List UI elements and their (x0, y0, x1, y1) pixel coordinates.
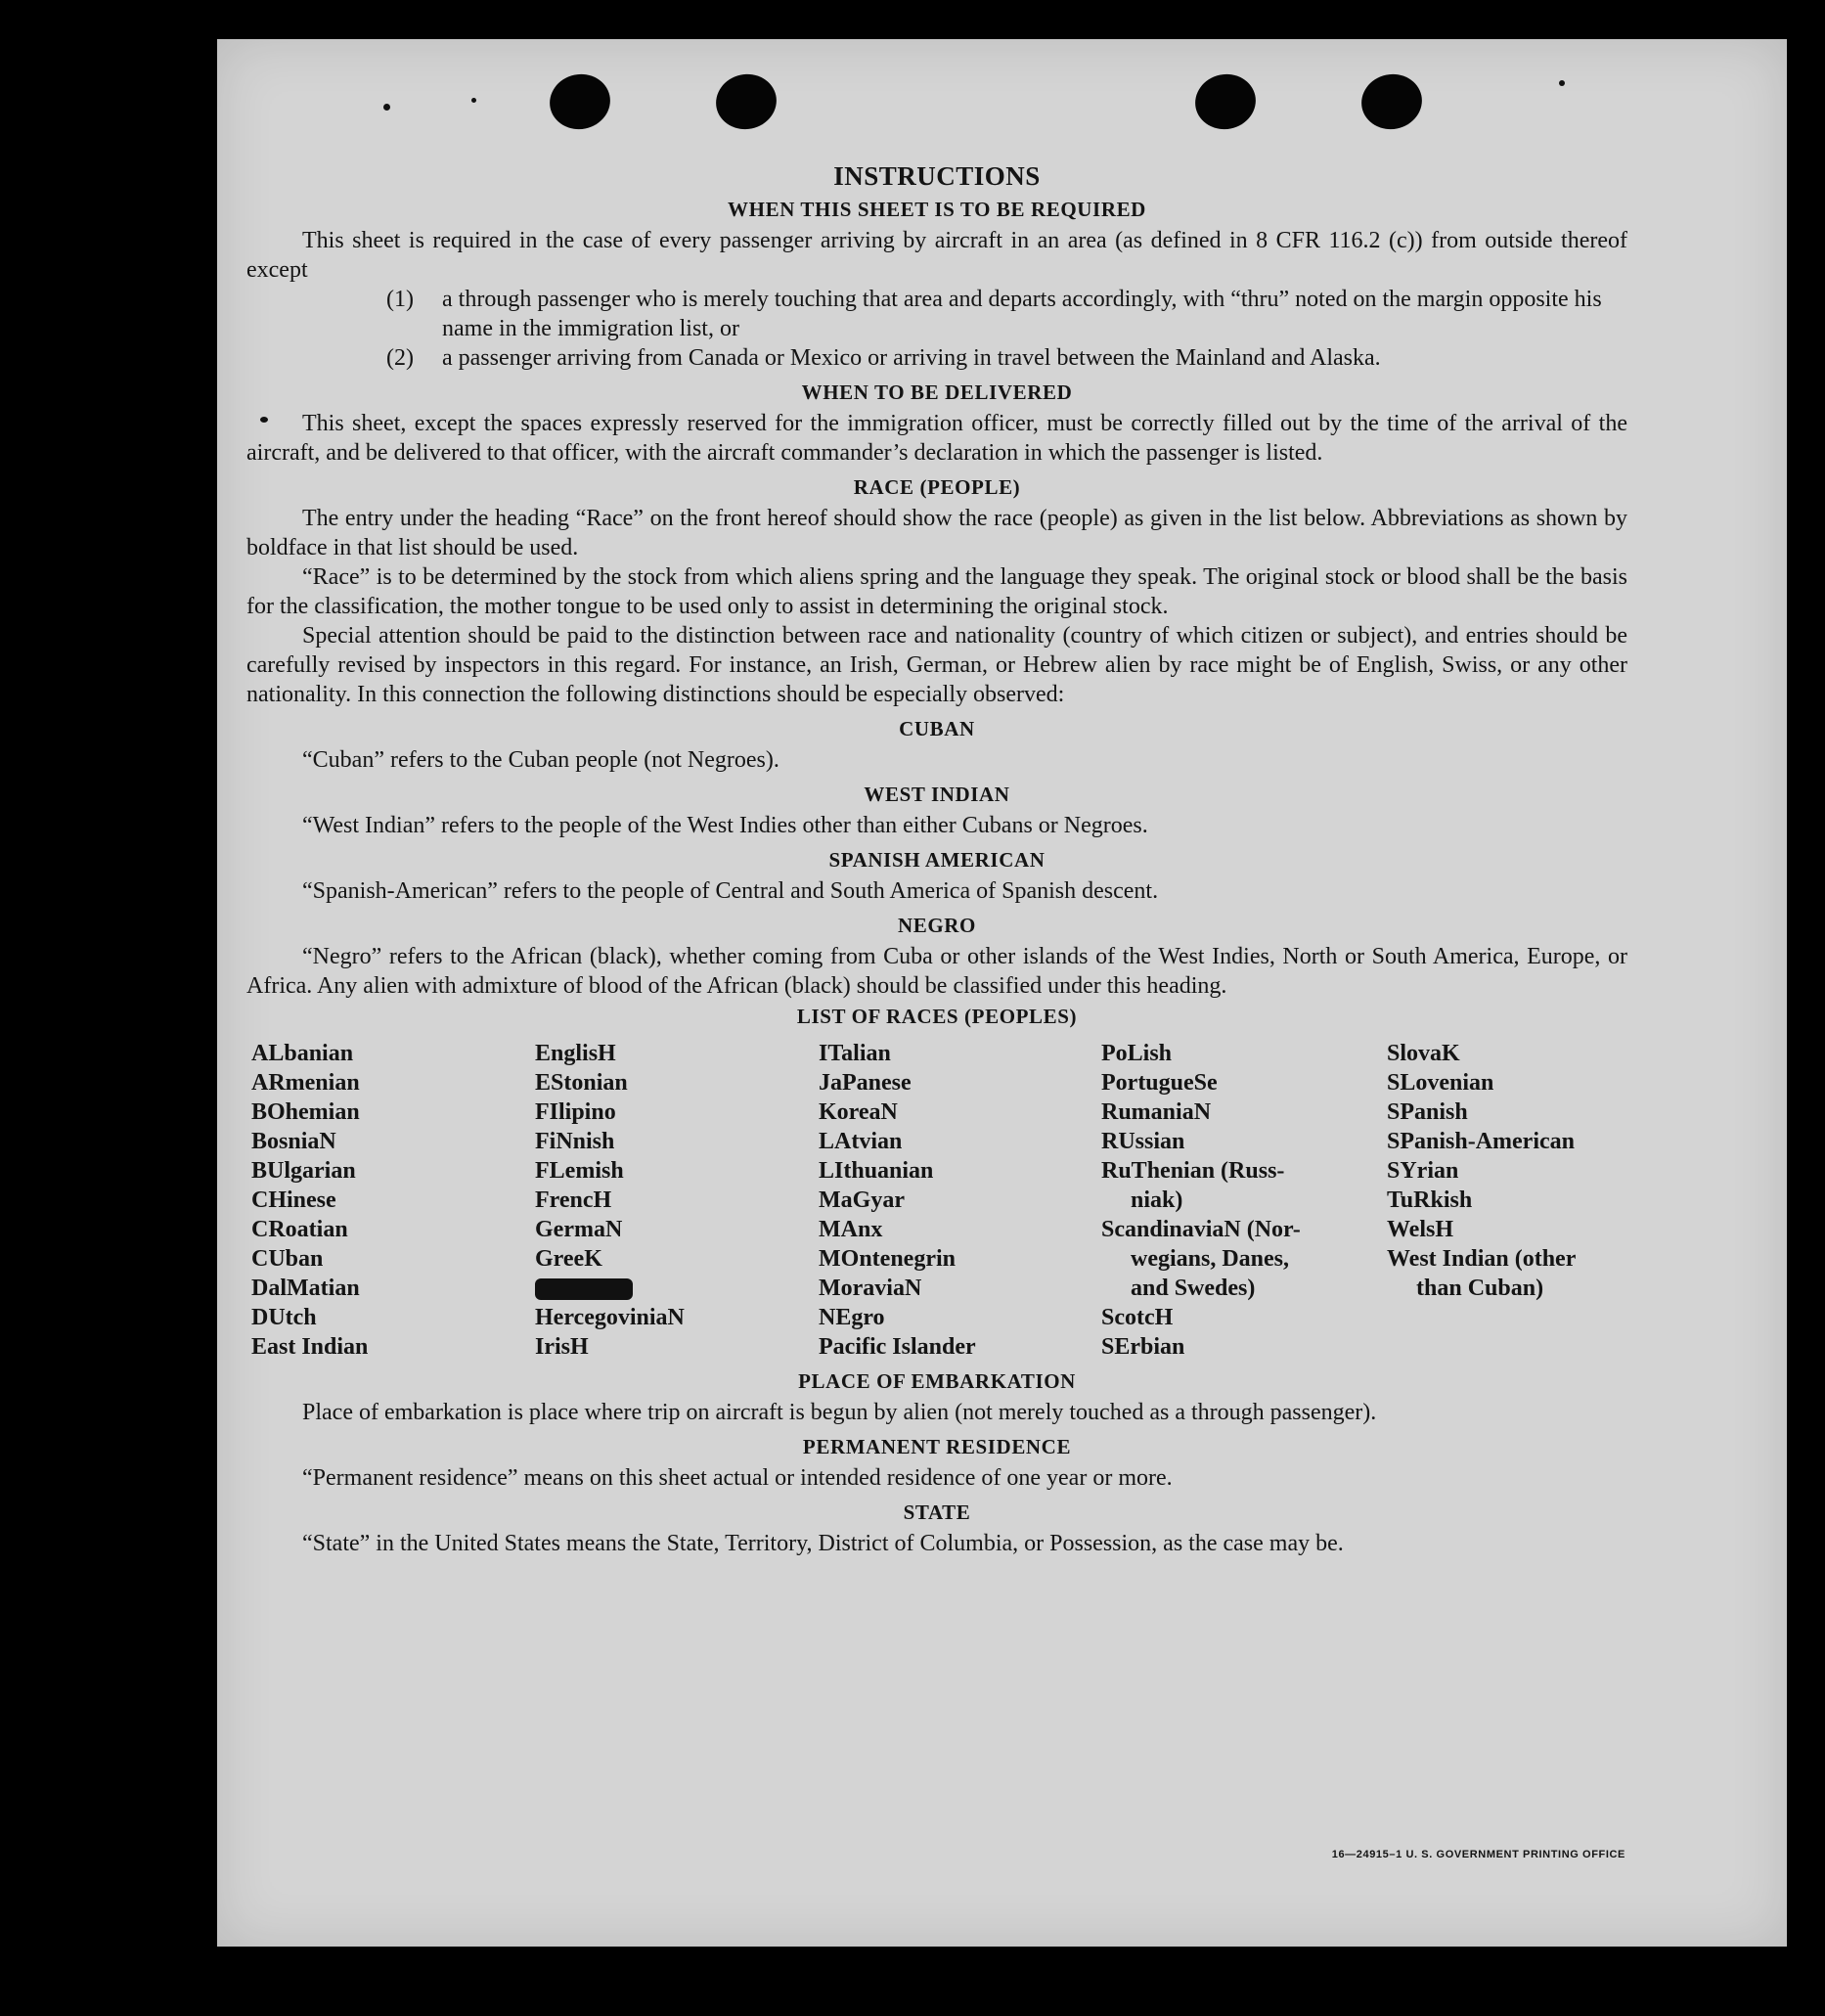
races-column-2 (535, 1039, 819, 1362)
races-list (251, 1039, 1627, 1362)
redacted-entry (535, 1274, 819, 1303)
race-item: SErbian (1101, 1334, 1185, 1360)
race-item: PoLish (1101, 1041, 1173, 1066)
race-item: FIlipino (535, 1099, 616, 1125)
race-item: ALbanian (251, 1041, 354, 1066)
speck (1559, 80, 1565, 86)
paragraph: “Spanish-American” refers to the people of Central and South America of Spanish descent. (302, 878, 1159, 904)
race-item: BOhemian (251, 1099, 360, 1125)
heading-when-required: WHEN THIS SHEET IS TO BE REQUIRED (728, 198, 1146, 221)
list-item (246, 343, 1627, 373)
item-number: (1) (386, 287, 414, 312)
race-item: RUssian (1101, 1129, 1185, 1154)
race-item: MoraviaN (819, 1276, 922, 1301)
race-item: CUban (251, 1246, 324, 1272)
race-item: ScotcH (1101, 1305, 1174, 1330)
race-item: GreeK (535, 1246, 602, 1272)
race-item: DUtch (251, 1305, 317, 1330)
item-text: a passenger arriving from Canada or Mexico or arriving in travel between the Mainland and Alaska. (442, 345, 1381, 371)
race-item: ScandinaviaN (Nor- (1101, 1217, 1301, 1242)
paragraph: “Race” is to be determined by the stock from which aliens spring and the language they speak. The original stock or blood shall be the basis for the classification, the mother tongue to be used only to assist in determining the original stock. (246, 564, 1627, 619)
race-item: TuRkish (1387, 1187, 1473, 1213)
punch-hole (711, 68, 781, 135)
race-item: RumaniaN (1101, 1099, 1212, 1125)
paragraph: “Cuban” refers to the Cuban people (not Negroes). (302, 747, 779, 773)
race-item: FiNnish (535, 1129, 615, 1154)
race-item: MOntenegrin (819, 1246, 956, 1272)
race-item: FLemish (535, 1158, 624, 1184)
race-item: FrencH (535, 1187, 612, 1213)
race-item-continued: wegians, Danes, (1131, 1246, 1290, 1272)
race-item: KoreaN (819, 1099, 898, 1125)
item-number: (2) (386, 345, 414, 371)
paragraph: This sheet, except the spaces expressly reserved for the immigration officer, must be correctly filled out by the time of the arrival of the aircraft, and be delivered to that officer, with the aircraft commander’s declaration in which the passenger is listed. (246, 411, 1627, 466)
race-item: DalMatian (251, 1276, 360, 1301)
race-item: LAtvian (819, 1129, 903, 1154)
paragraph: The entry under the heading “Race” on the front hereof should show the race (people) as given in the list below. Abbreviations as shown by boldface in that list should be used. (246, 506, 1627, 560)
redaction-mark (535, 1278, 633, 1300)
races-column-4 (1101, 1039, 1387, 1362)
paragraph: “Negro” refers to the African (black), whether coming from Cuba or other islands of the West Indies, North or South America, Europe, or Africa. Any alien with admixture of blood of the African (black) should be classified under this heading. (246, 944, 1627, 999)
heading-negro: NEGRO (897, 914, 976, 937)
printer-imprint: 16—24915–1 U. S. GOVERNMENT PRINTING OFFICE (1331, 1849, 1625, 1860)
paragraph: “West Indian” refers to the people of the West Indies other than either Cubans or Negroes. (302, 813, 1148, 838)
heading-when-delivered: WHEN TO BE DELIVERED (801, 381, 1073, 404)
heading-residence: PERMANENT RESIDENCE (802, 1435, 1072, 1458)
race-item-continued: than Cuban) (1416, 1276, 1544, 1301)
race-item: ARmenian (251, 1070, 360, 1096)
race-item: HercegoviniaN (535, 1305, 685, 1330)
race-item: SLovenian (1387, 1070, 1494, 1096)
paragraph: “Permanent residence” means on this sheet actual or intended residence of one year or more. (302, 1465, 1173, 1491)
race-item: EnglisH (535, 1041, 616, 1066)
paragraph: This sheet is required in the case of every passenger arriving by aircraft in an area (as defined in 8 CFR 116.2 (c)) from outside thereof except (246, 228, 1627, 283)
list-item (246, 285, 1627, 343)
punch-hole (1190, 68, 1261, 135)
race-item: SlovaK (1387, 1041, 1460, 1066)
heading-race: RACE (PEOPLE) (853, 475, 1021, 499)
race-item: WelsH (1387, 1217, 1454, 1242)
race-item: LIthuanian (819, 1158, 934, 1184)
heading-state: STATE (903, 1501, 971, 1524)
heading-west-indian: WEST INDIAN (864, 783, 1010, 806)
paragraph: “State” in the United States means the State, Territory, District of Columbia, or Possession, as the case may be. (302, 1531, 1344, 1556)
race-item: RuThenian (Russ- (1101, 1158, 1285, 1184)
speck (383, 104, 390, 111)
race-item: CRoatian (251, 1217, 348, 1242)
races-column-5 (1387, 1039, 1632, 1362)
punch-hole (1357, 68, 1427, 135)
race-item: PortugueSe (1101, 1070, 1218, 1096)
race-item: JaPanese (819, 1070, 912, 1096)
race-item: SPanish (1387, 1099, 1468, 1125)
heading-cuban: CUBAN (899, 717, 975, 740)
race-item: BUlgarian (251, 1158, 356, 1184)
race-item: MaGyar (819, 1187, 905, 1213)
paragraph: Place of embarkation is place where trip on aircraft is begun by alien (not merely touched as a through passenger). (302, 1400, 1377, 1425)
race-item: West Indian (other (1387, 1246, 1577, 1272)
speck (471, 98, 476, 103)
race-item: SPanish-American (1387, 1129, 1575, 1154)
race-item: GermaN (535, 1217, 623, 1242)
race-item: NEgro (819, 1305, 885, 1330)
document-page (217, 39, 1787, 1947)
heading-list-of-races: LIST OF RACES (PEOPLES) (796, 1005, 1078, 1028)
race-item: ITalian (819, 1041, 891, 1066)
page-title: INSTRUCTIONS (833, 161, 1041, 191)
race-item: MAnx (819, 1217, 883, 1242)
heading-spanish-american: SPANISH AMERICAN (828, 848, 1046, 872)
paragraph: Special attention should be paid to the distinction between race and nationality (country of which citizen or subject), and entries should be carefully revised by inspectors in this regard. For instance, an Irish, German, or Hebrew alien by race might be of English, Swiss, or any other nationality. In this connection the following distinctions should be especially observed: (246, 623, 1627, 707)
heading-embarkation: PLACE OF EMBARKATION (798, 1369, 1076, 1393)
race-item: East Indian (251, 1334, 369, 1360)
race-item-continued: and Swedes) (1131, 1276, 1256, 1301)
race-item: BosniaN (251, 1129, 336, 1154)
race-item: EStonian (535, 1070, 628, 1096)
race-item: IrisH (535, 1334, 589, 1360)
races-column-3 (819, 1039, 1101, 1362)
instructions-content (246, 161, 1627, 1558)
races-column-1 (251, 1039, 535, 1362)
punch-hole (545, 68, 615, 135)
race-item: Pacific Islander (819, 1334, 976, 1360)
race-item-continued: niak) (1131, 1187, 1183, 1213)
race-item: SYrian (1387, 1158, 1459, 1184)
race-item: CHinese (251, 1187, 336, 1213)
item-text: a through passenger who is merely touching that area and departs accordingly, with “thru” noted on the margin opposite his name in the immigration list, or (442, 287, 1602, 341)
